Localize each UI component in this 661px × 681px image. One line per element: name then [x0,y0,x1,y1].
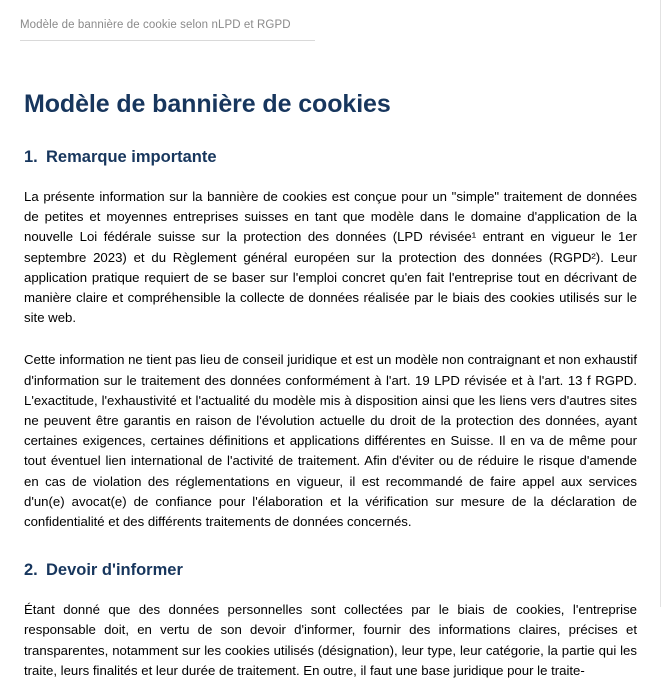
document-header [0,0,661,41]
section-2-paragraph-1: Étant donné que des données personnelles sont collectées par le biais de cookies, l'entreprise responsable doit, en vertu de son devoir d'informer, fournir des informations claires, précises et transparentes, notamment sur les cookies utilisés (désignation), leur type, leur catégorie, la partie qui les traite, leurs finalités et leur durée de traitement. En outre, il faut une base juridique pour le traite- [24,602,637,678]
section-1-paragraph-2: Cette information ne tient pas lieu de conseil juridique et est un modèle non contraignant et non exhaustif d'information sur le traitement des données conformément à l'art. 19 LPD révisée et à l'art. 13 f RGPD. L'exactitude, l'exhaustivité et l'actualité du modèle mis à disposition ainsi que les liens vers d'autres sites ne peuvent être garantis en raison de l'évolution actuelle du droit de la protection des données, ayant certaines exigences, certaines définitions et applications différentes en Suisse. Il en va de même pour tout éventuel lien international de l'activité de traitement. Afin d'éviter ou de réduire le risque d'amende en cas de violation des réglementations en vigueur, il est recommandé de faire appel aux services d'un(e) avocat(e) de confiance pour l'élaboration et la vérification sur mesure de la déclaration de confidentialité et des différents traitements de données concernés. [24,352,637,530]
page-title: Modèle de bannière de cookies [24,90,391,118]
section-title-1: Remarque importante [46,148,217,166]
header-title: Modèle de bannière de cookie selon nLPD et RGPD [20,19,291,31]
section-number-1: 1. [24,148,38,166]
document-content [0,89,661,681]
section-1-paragraph-1: La présente information sur la bannière de cookies est conçue pour un "simple" traitement de données de petites et moyennes entreprises suisses en tant que modèle dans le domaine d'application de la nouvelle Loi fédérale suisse sur la protection des données (LPD révisée¹ entrant en vigueur le 1er septembre 2023) et du Règlement général européen sur la protection des données (RGPD²). Leur application pratique requiert de se baser sur l'emploi concret qu'en fait l'entreprise tout en décrivant de manière claire et compréhensible la collecte de données réalisée par le biais des cookies utilisés sur le site web. [24,189,637,326]
section-heading-1 [24,146,637,168]
header-divider [20,40,315,41]
section-number-2: 2. [24,561,38,580]
section-title-2: Devoir d'informer [46,561,183,580]
section-heading-2 [24,559,637,581]
